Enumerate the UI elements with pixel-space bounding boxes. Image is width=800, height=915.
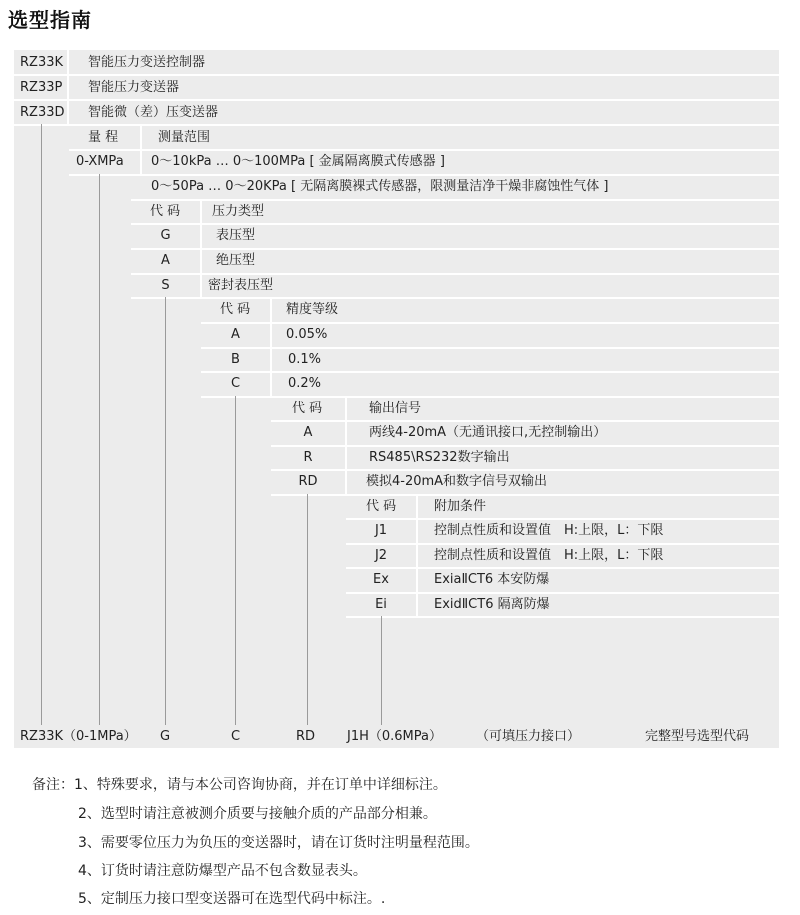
extra-code: J2 bbox=[374, 548, 388, 563]
example-type: G bbox=[160, 729, 171, 744]
guide-line-output bbox=[307, 494, 308, 725]
range-header-code: 量 程 bbox=[88, 130, 119, 145]
type-desc: 表压型 bbox=[216, 228, 256, 243]
range-line2: 0～50Pa … 0～20KPa [ 无隔离膜裸式传感器，限测量洁净干燥非腐蚀性气体 ] bbox=[151, 179, 609, 194]
extra-desc: ExidⅡCT6 隔离防爆 bbox=[434, 597, 550, 612]
model-name: 智能压力变送器 bbox=[88, 80, 180, 95]
note-4: 4、订货时请注意防爆型产品不包含数显表头。 bbox=[78, 863, 367, 879]
model-code: RZ33D bbox=[20, 105, 65, 120]
example-connector: （可填压力接口） bbox=[476, 729, 581, 744]
extra-desc: ExiaⅡCT6 本安防爆 bbox=[434, 572, 550, 587]
accuracy-header-desc: 精度等级 bbox=[286, 302, 339, 317]
guide-line-type bbox=[165, 297, 166, 725]
extra-header-code: 代 码 bbox=[366, 499, 397, 514]
range-line1: 0～10kPa … 0～100MPa [ 金属隔离膜式传感器 ] bbox=[151, 154, 445, 169]
type-desc: 绝压型 bbox=[216, 253, 256, 268]
example-output: RD bbox=[296, 729, 316, 744]
accuracy-desc: 0.2% bbox=[288, 376, 322, 391]
output-header-code: 代 码 bbox=[292, 401, 323, 416]
note-1: 备注：1、特殊要求，请与本公司咨询协商，并在订单中详细标注。 bbox=[32, 777, 447, 793]
example-label: 完整型号选型代码 bbox=[645, 729, 750, 744]
type-header-desc: 压力类型 bbox=[212, 204, 265, 219]
range-code: 0-XMPa bbox=[76, 154, 124, 169]
accuracy-header-code: 代 码 bbox=[220, 302, 251, 317]
output-desc: 两线4-20mA（无通讯接口,无控制输出） bbox=[369, 425, 607, 440]
model-name: 智能压力变送控制器 bbox=[88, 55, 206, 70]
extra-code: Ei bbox=[375, 597, 387, 612]
extra-code: J1 bbox=[374, 523, 388, 538]
model-name: 智能微（差）压变送器 bbox=[88, 105, 219, 120]
accuracy-desc: 0.05% bbox=[286, 327, 328, 342]
example-model: RZ33K（0-1MPa） bbox=[20, 729, 137, 744]
guide-line-accuracy bbox=[235, 396, 236, 725]
guide-line-model bbox=[41, 124, 42, 725]
output-code: RD bbox=[298, 474, 318, 489]
type-desc: 密封表压型 bbox=[208, 278, 274, 293]
extra-header-desc: 附加条件 bbox=[434, 499, 487, 514]
example-extra: J1H（0.6MPa） bbox=[347, 729, 442, 744]
output-desc: 模拟4-20mA和数字信号双输出 bbox=[366, 474, 548, 489]
type-code: A bbox=[161, 253, 170, 268]
guide-line-range bbox=[99, 174, 100, 725]
page-title: 选型指南 bbox=[8, 8, 92, 32]
type-code: S bbox=[161, 278, 170, 293]
output-code: R bbox=[303, 450, 313, 465]
accuracy-desc: 0.1% bbox=[288, 352, 322, 367]
note-2: 2、选型时请注意被测介质要与接触介质的产品部分相兼。 bbox=[78, 806, 437, 822]
model-code: RZ33K bbox=[20, 55, 64, 70]
model-code: RZ33P bbox=[20, 80, 63, 95]
extra-desc: 控制点性质和设置值 H:上限，L：下限 bbox=[434, 548, 664, 563]
type-code: G bbox=[160, 228, 171, 243]
accuracy-code: B bbox=[231, 352, 240, 367]
example-accuracy: C bbox=[231, 729, 241, 744]
extra-code: Ex bbox=[373, 572, 389, 587]
output-desc: RS485\RS232数字输出 bbox=[369, 450, 510, 465]
output-code: A bbox=[303, 425, 313, 440]
accuracy-code: C bbox=[230, 376, 241, 391]
range-header-desc: 测量范围 bbox=[158, 130, 211, 145]
note-3: 3、需要零位压力为负压的变送器时，请在订货时注明量程范围。 bbox=[78, 835, 479, 851]
extra-desc: 控制点性质和设置值 H:上限，L：下限 bbox=[434, 523, 664, 538]
type-header-code: 代 码 bbox=[150, 204, 181, 219]
note-5: 5、定制压力接口型变送器可在选型代码中标注。. bbox=[78, 891, 386, 907]
accuracy-code: A bbox=[231, 327, 240, 342]
guide-line-extra bbox=[381, 616, 382, 725]
output-header-desc: 输出信号 bbox=[369, 401, 422, 416]
